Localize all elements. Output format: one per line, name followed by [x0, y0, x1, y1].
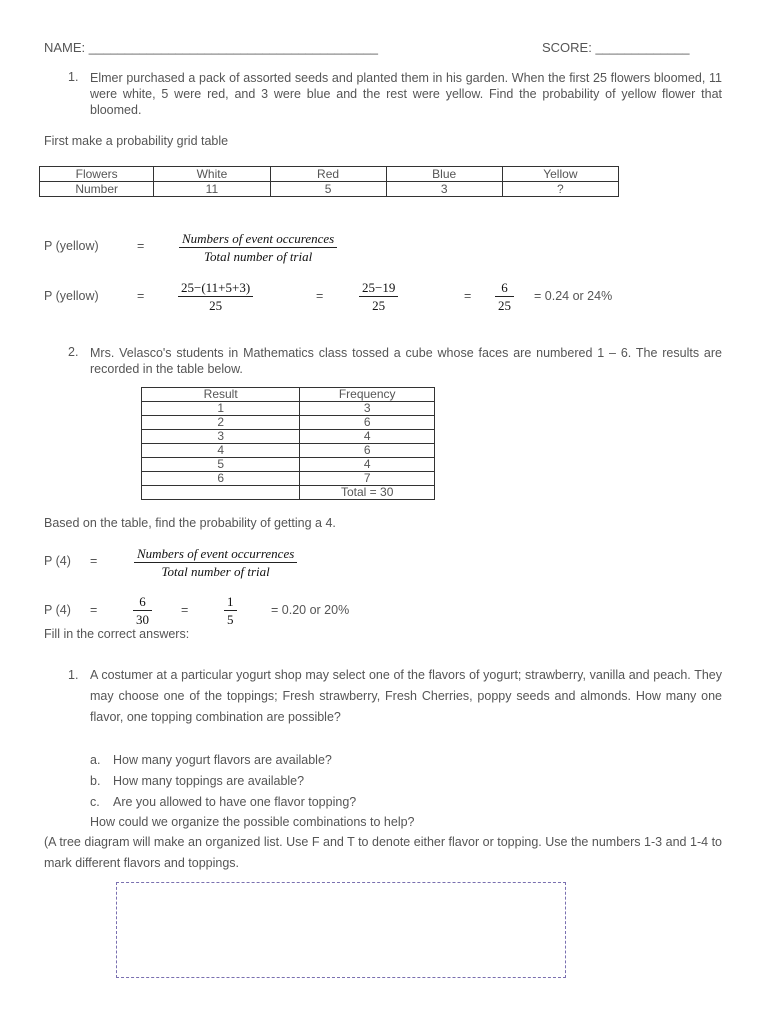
tree-diagram-note: (A tree diagram will make an organized list. Use F and T to denote either flavor or topping. Use the numbers 1-3 and 1-4 to mark different flavors and toppings.: [44, 835, 722, 870]
list-item-marker: a.: [90, 753, 101, 767]
formula-denominator: Total number of trial: [203, 249, 313, 264]
equals-sign: =: [137, 239, 145, 253]
table-row: [142, 458, 435, 472]
fraction-denominator: 30: [136, 612, 149, 627]
list-item-text: Are you allowed to have one flavor topping?: [113, 795, 357, 809]
fraction-bar: [178, 296, 253, 297]
fraction-numerator: 25−(11+5+3): [181, 280, 251, 295]
formula-numerator: Numbers of event occurences: [182, 231, 335, 246]
problem-2-number: 2.: [68, 345, 79, 359]
probability-formula: [179, 231, 337, 264]
fill-in-text: A costumer at a particular yogurt shop may select one of the flavors of yogurt; strawberry, vanilla and peach. They may choose one of the toppings; Fresh strawberry, Fresh Cherries, poppy seeds and almonds. How many one flavor, one topping combination are possible?: [90, 668, 722, 724]
fraction-bar: [133, 610, 152, 611]
calc-fraction-3: [495, 280, 514, 313]
fraction-denominator: 5: [227, 612, 234, 627]
fraction-numerator: 6: [501, 280, 508, 295]
problem-1-instruction: First make a probability grid table: [44, 134, 229, 148]
table-row: [142, 430, 435, 444]
table-cell: 5: [142, 458, 300, 472]
calc-fraction-2: [359, 280, 398, 313]
table-cell: 4: [300, 430, 435, 444]
table-cell: [142, 486, 300, 500]
table-cell: Blue: [386, 167, 502, 182]
fraction-bar: [359, 296, 398, 297]
name-field-label: NAME: ________________________________________: [44, 40, 378, 55]
fraction-denominator: 25: [372, 298, 386, 313]
table-cell: 11: [154, 182, 270, 197]
table-cell: 6: [142, 472, 300, 486]
problem-2-text: Mrs. Velasco's students in Mathematics class tossed a cube whose faces are numbered 1 – 6. The results are recorded in the table below.: [90, 346, 722, 376]
table-row: [40, 167, 619, 182]
probability-formula: [134, 546, 297, 579]
table-row: [142, 388, 435, 402]
list-item-marker: b.: [90, 774, 101, 788]
result-text: = 0.20 or 20%: [271, 603, 350, 617]
dice-results-table: [141, 387, 435, 500]
table-row: [142, 416, 435, 430]
equals-sign: =: [137, 289, 145, 303]
answer-box[interactable]: [116, 882, 566, 978]
table-row: [142, 402, 435, 416]
table-cell: 6: [300, 416, 435, 430]
result-text: = 0.24 or 24%: [534, 289, 613, 303]
table-cell: 3: [386, 182, 502, 197]
calc-label: P (yellow): [44, 289, 99, 303]
problem-1-text: Elmer purchased a pack of assorted seeds and planted them in his garden. When the first 25 flowers bloomed, 11 were white, 5 were red, and 3 were blue and the rest were yellow. Find the probability of yellow flower that bloomed.: [90, 71, 722, 117]
fraction-denominator: 25: [498, 298, 511, 313]
equals-sign: =: [464, 289, 472, 303]
table-row: [142, 486, 435, 500]
equals-sign: =: [181, 603, 189, 617]
equals-sign: =: [90, 603, 98, 617]
table-cell: 1: [142, 402, 300, 416]
table-cell: Frequency: [300, 388, 435, 402]
calc-fraction-1: [133, 594, 152, 627]
list-item-text: How many toppings are available?: [113, 774, 305, 788]
table-cell: Red: [270, 167, 386, 182]
table-row: [142, 444, 435, 458]
table-cell: Flowers: [40, 167, 154, 182]
formula-label: P (yellow): [44, 239, 99, 253]
fraction-bar: [179, 247, 337, 248]
table-cell: White: [154, 167, 270, 182]
table-cell: Result: [142, 388, 300, 402]
organize-question: How could we organize the possible combinations to help?: [90, 815, 415, 829]
score-field-label: SCORE: _____________: [542, 40, 690, 55]
table-cell: 6: [300, 444, 435, 458]
fill-in-title: Fill in the correct answers:: [44, 627, 190, 641]
table-cell: 4: [300, 458, 435, 472]
table-cell: ?: [502, 182, 618, 197]
table-cell: 7: [300, 472, 435, 486]
problem-1-number: 1.: [68, 70, 79, 84]
formula-numerator: Numbers of event occurrences: [137, 546, 295, 561]
table-cell: 5: [270, 182, 386, 197]
table-row: [40, 182, 619, 197]
equals-sign: =: [316, 289, 324, 303]
fraction-denominator: 25: [209, 298, 223, 313]
fraction-numerator: 1: [227, 594, 234, 609]
fraction-bar: [134, 562, 297, 563]
list-item-text: How many yogurt flavors are available?: [113, 753, 332, 767]
fraction-numerator: 25−19: [362, 280, 396, 295]
table-cell: Yellow: [502, 167, 618, 182]
table-row: [142, 472, 435, 486]
table-cell: 4: [142, 444, 300, 458]
calc-fraction-1: [178, 280, 253, 313]
formula-denominator: Total number of trial: [161, 564, 270, 579]
table-cell: 3: [142, 430, 300, 444]
list-item-marker: c.: [90, 795, 100, 809]
flowers-table: [39, 166, 619, 197]
fill-in-number: 1.: [68, 668, 79, 682]
calc-fraction-2: [224, 594, 237, 627]
table-cell: Number: [40, 182, 154, 197]
fraction-bar: [224, 610, 237, 611]
table-cell: 2: [142, 416, 300, 430]
fraction-bar: [495, 296, 514, 297]
problem-2-instruction: Based on the table, find the probability of getting a 4.: [44, 516, 336, 530]
equals-sign: =: [90, 554, 98, 568]
table-cell: 3: [300, 402, 435, 416]
fraction-numerator: 6: [139, 594, 146, 609]
formula-label: P (4): [44, 554, 71, 568]
calc-label: P (4): [44, 603, 71, 617]
table-cell: Total = 30: [300, 486, 435, 500]
